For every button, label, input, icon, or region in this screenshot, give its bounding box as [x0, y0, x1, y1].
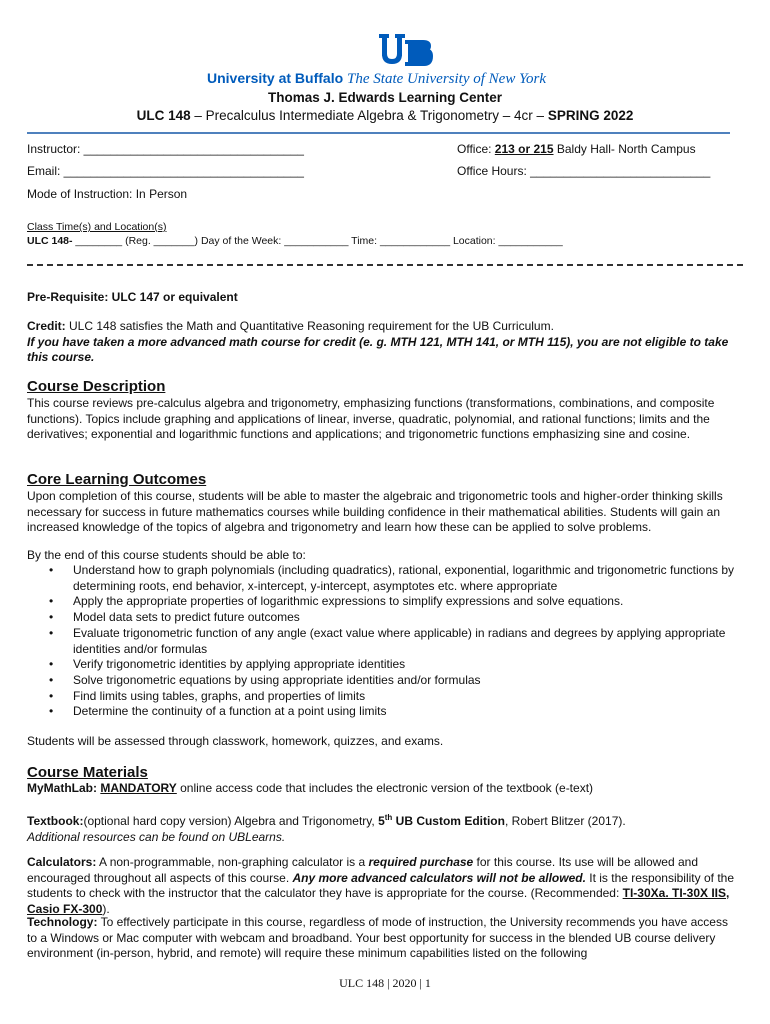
term: SPRING 2022 [547, 108, 634, 123]
class-time-label-text: Class Time(s) and Location(s) [27, 221, 167, 233]
credit-warning: If you have taken a more advanced math course for credit (e. g. MTH 121, MTH 141, or MTH 115), you are not eligible to take this course. [27, 334, 729, 364]
calculators-label: Calculators: [27, 855, 97, 869]
list-item: • Understand how to graph polynomials (including quadratics), rational, exponential, logarithmic and trigonometric functions by determining roots, end behavior, x-intercept, y-intercept, asymptotes etc. where appropriate [27, 563, 739, 594]
calculators-paragraph [27, 855, 739, 917]
technology-text: To effectively participate in this course, regardless of mode of instruction, the University recommends you have access to a Windows or Mac computer with webcam and broadband. Your best opportunity for success in the blended UB course delivery environment (in-person, hybrid, and remote) will require these minimum capabilities listed on the following [27, 915, 728, 960]
office-label: Office: [457, 142, 495, 156]
edition-name: UB Custom Edition [392, 814, 505, 828]
page-footer: ULC 148 | 2020 | 1 [339, 976, 431, 990]
outcomes-list [27, 563, 739, 720]
office-field [457, 142, 696, 156]
list-item: • Solve trigonometric equations by using appropriate identities and/or formulas [27, 673, 739, 689]
course-title [27, 108, 743, 123]
required-purchase: required purchase [368, 855, 474, 869]
outcomes-intro: By the end of this course students should be able to: [27, 548, 306, 562]
course-description-text: This course reviews pre-calculus algebra and trigonometry, emphasizing functions (transformations, combinations, and composite functions). Topics include graphing and applications of linear, inverse, quadratic, polynomial, and rational functions; limits and the derivatives; exponential and logarithmic functions and applications; and trigonometric functions emphasizing sine and cosine. [27, 396, 715, 441]
class-time-fields: ________ (Reg. _______) Day of the Week: ___________ Time: ____________ Location: ___________ [72, 235, 563, 247]
list-item: • Find limits using tables, graphs, and properties of limits [27, 689, 739, 705]
office-rooms: 213 or 215 [494, 142, 554, 156]
email-field: Email: ____________________________________ [27, 164, 304, 178]
instructor-field: Instructor: _________________________________ [27, 142, 304, 156]
ub-logo [207, 34, 587, 88]
university-name-bold: University at Buffalo [207, 70, 344, 86]
course-description-heading: Course Description [27, 378, 166, 395]
office-hours-field: Office Hours: ___________________________ [457, 164, 711, 178]
course-materials-heading: Course Materials [27, 764, 148, 781]
mode-of-instruction: Mode of Instruction: In Person [27, 187, 188, 201]
credit-label: Credit: [27, 319, 66, 333]
edition-number: 5 [378, 814, 385, 828]
class-time-row [27, 235, 563, 247]
list-item: • Determine the continuity of a function at a point using limits [27, 704, 739, 720]
textbook-paragraph [27, 810, 739, 845]
additional-resources: Additional resources can be found on UBLearns. [27, 829, 286, 844]
header-rule [27, 132, 730, 134]
course-code: ULC 148 [136, 108, 191, 123]
assessment-text: Students will be assessed through classwork, homework, quizzes, and exams. [27, 734, 444, 748]
course-name: – Precalculus Intermediate Algebra & Trigonometry – 4cr – [190, 108, 548, 123]
list-item: • Apply the appropriate properties of logarithmic expressions to simplify expressions and solve equations. [27, 594, 739, 610]
mymathlab-text: online access code that includes the electronic version of the textbook (e-text) [176, 781, 594, 795]
learning-center-title: Thomas J. Edwards Learning Center [267, 90, 503, 105]
ub-mark-icon [379, 34, 435, 68]
textbook-label: Textbook: [27, 814, 84, 828]
recommended-calculators: TI-30Xa. TI-30X IIS, Casio FX-300 [27, 886, 730, 916]
prerequisite: Pre-Requisite: ULC 147 or equivalent [27, 290, 238, 304]
credit-text: ULC 148 satisfies the Math and Quantitative Reasoning requirement for the UB Curriculum. [65, 319, 554, 333]
textbook-text: (optional hard copy version) Algebra and Trigonometry, [83, 814, 379, 828]
textbook-author: , Robert Blitzer (2017). [504, 814, 626, 828]
office-location: Baldy Hall- North Campus [553, 142, 696, 156]
list-item: • Evaluate trigonometric function of any angle (exact value where applicable) in radians and degrees by applying appropriate identities and/or formulas [27, 626, 739, 657]
technology-label: Technology: [27, 915, 98, 929]
core-outcomes-heading: Core Learning Outcomes [27, 471, 207, 488]
edition-suffix: th [384, 813, 393, 822]
class-time-label [27, 221, 166, 233]
list-item: • Verify trigonometric identities by applying appropriate identities [27, 657, 739, 673]
credit-paragraph [27, 319, 739, 366]
university-name-italic: The State University of New York [347, 71, 547, 87]
calculator-warning: Any more advanced calculators will not be allowed. [292, 870, 586, 885]
calculators-text-3: It is the responsibility of the students to check with the instructor that the calculator they have is appropriate for the course. (Recommended: [27, 870, 734, 900]
mymathlab-label: MyMathLab: [27, 781, 101, 795]
ulc-label: ULC 148- [27, 235, 73, 247]
mandatory-label: MANDATORY [100, 781, 177, 795]
section-divider [27, 264, 743, 266]
mymathlab-line [27, 781, 739, 797]
calculators-text-1: A non-programmable, non-graphing calculator is a [96, 855, 369, 869]
core-outcomes-text: Upon completion of this course, students will be able to master the algebraic and trigonometric tools and higher-order thinking skills necessary for success in future mathematics courses while building confidence in their mathematical abilities. Students will gain an increased knowledge of the topics of algebra and trigonometry and learn how these can be applied to solve problems. [27, 489, 723, 534]
list-item: • Model data sets to predict future outcomes [27, 610, 739, 626]
calculators-text-2: for this course. Its use will be allowed and encouraged throughout all aspects of this course. [27, 855, 698, 885]
university-name [207, 70, 546, 88]
technology-paragraph [27, 915, 739, 962]
calculators-text-end: ). [102, 901, 110, 916]
